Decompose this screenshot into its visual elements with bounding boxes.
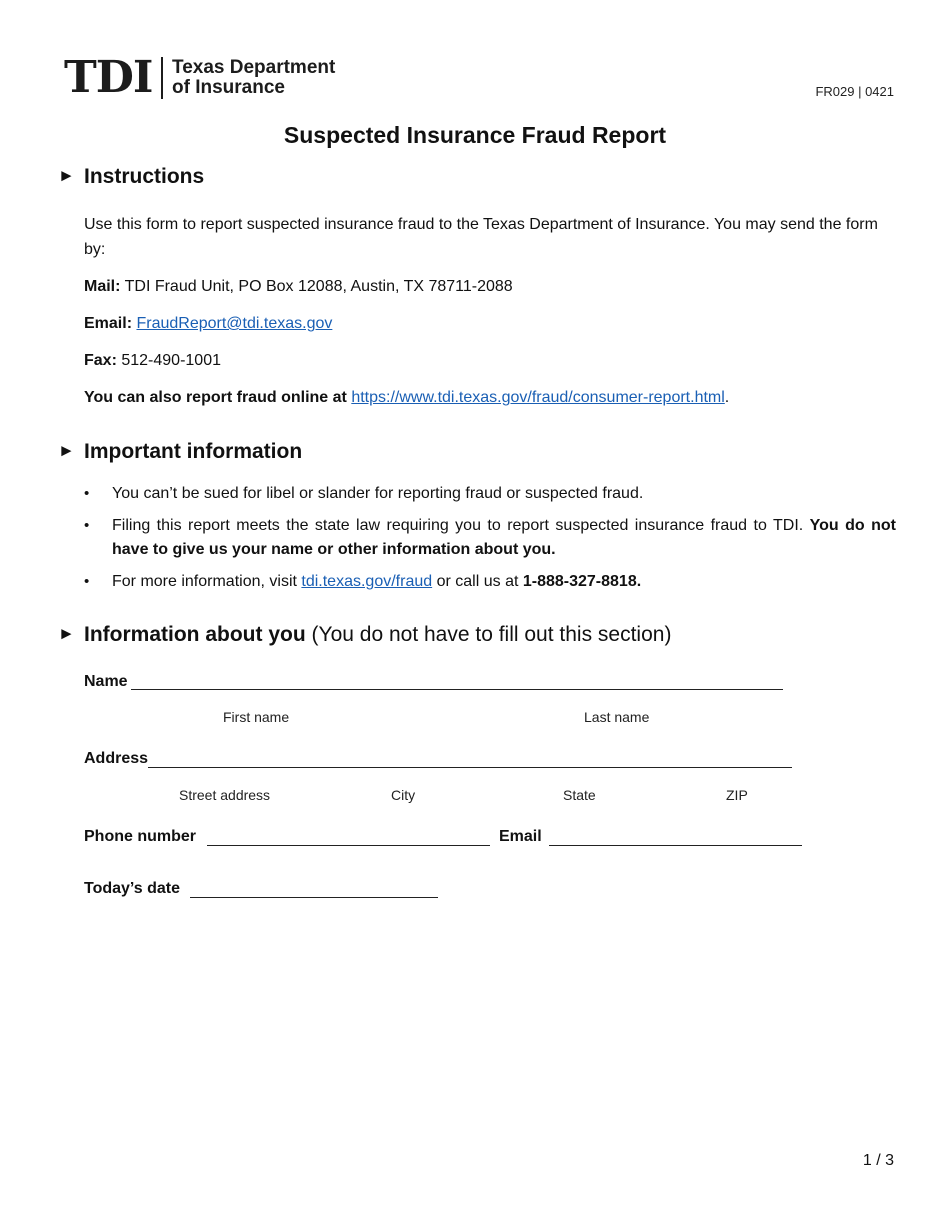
email-label: Email: [84,315,133,332]
zip-caption: ZIP [726,787,748,803]
bullet-3-mid: or call us at [436,573,519,590]
about-you-note: (You do not have to fill out this section) [311,623,672,646]
tdi-logo-mark: TDI [64,52,153,103]
email-link[interactable]: FraudReport@tdi.texas.gov [136,315,333,332]
list-item [84,514,896,562]
phone-label: Phone number [84,828,197,845]
state-caption: State [563,787,596,803]
online-end: . [724,389,730,406]
bullet-1-text: You can’t be sued for libel or slander for reporting fraud or suspected fraud. [112,485,644,502]
email-input[interactable] [549,845,802,846]
first-name-caption: First name [223,709,290,725]
tdi-logo-text [172,58,335,98]
bullet-2-bold: You do not have to give us your name or other information about you. [112,517,896,558]
list-item [84,482,896,506]
logo-line-2: of Insurance [172,77,285,98]
logo-divider [161,57,163,99]
address-label: Address [84,750,149,767]
date-label: Today’s date [84,880,181,897]
section-about-you-heading [58,623,671,647]
fax-value: 512-490-1001 [121,352,221,369]
section-instructions-heading [58,165,204,189]
mail-label: Mail: [84,278,121,295]
important-list [84,482,896,602]
form-code: FR029 | 0421 [815,84,894,99]
arrow-right-icon: ► [58,166,75,185]
bullet-2-text: Filing this report meets the state law requiring you to report suspected insurance fraud to TDI. [112,517,804,534]
mail-line [84,274,896,299]
online-line [84,385,896,410]
important-heading-text: Important information [84,440,303,463]
last-name-caption: Last name [584,709,650,725]
street-caption: Street address [179,787,271,803]
instructions-heading-text: Instructions [84,165,205,188]
section-important-heading [58,440,302,464]
online-label: You can also report fraud online at [84,389,347,406]
fraud-phone: 1-888-327-8818. [522,573,642,590]
bullet-3-pre: For more information, visit [112,573,297,590]
online-report-link[interactable]: https://www.tdi.texas.gov/fraud/consumer-report.html [351,389,725,406]
page-number: 1 / 3 [862,1152,894,1169]
email-line [84,311,896,336]
about-you-heading-text: Information about you [84,623,306,646]
page-title: Suspected Insurance Fraud Report [283,122,667,148]
arrow-right-icon: ► [58,441,75,460]
address-input[interactable] [148,767,792,768]
mail-value: TDI Fraud Unit, PO Box 12088, Austin, TX 78711-2088 [124,278,513,295]
date-input[interactable] [190,897,438,898]
name-input[interactable] [131,689,783,690]
list-item [84,570,896,594]
fraud-info-link[interactable]: tdi.texas.gov/fraud [301,573,433,590]
fax-line [84,348,896,373]
name-label: Name [84,673,128,690]
fax-label: Fax: [84,352,117,369]
logo-line-1: Texas Department [172,57,336,78]
instructions-intro: Use this form to report suspected insurance fraud to the Texas Department of Insurance. You may send the form by: [84,216,878,258]
arrow-right-icon: ► [58,624,75,643]
city-caption: City [391,787,416,803]
email-field-label: Email [499,828,542,845]
phone-input[interactable] [207,845,490,846]
